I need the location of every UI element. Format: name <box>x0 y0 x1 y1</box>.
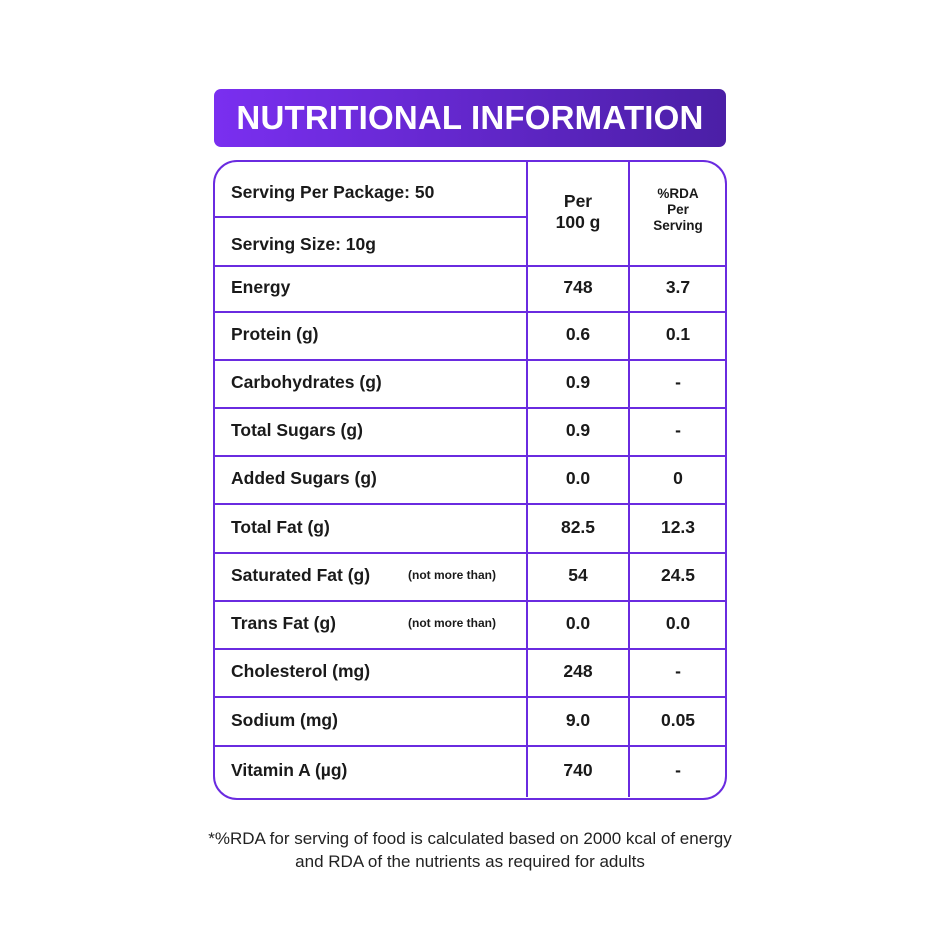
footnote-line-2: and RDA of the nutrients as required for adults <box>295 852 645 871</box>
header-rda <box>630 186 726 235</box>
value-rda: - <box>675 372 681 392</box>
serving-per-package: Serving Per Package: 50 <box>231 182 435 202</box>
row-divider <box>215 648 725 650</box>
header-rda-line1: %RDA <box>657 186 699 201</box>
value-per-100g: 748 <box>563 277 593 297</box>
value-per-100g: 0.9 <box>565 420 591 440</box>
footnote-line-1: *%RDA for serving of food is calculated based on 2000 kcal of energy <box>208 829 732 848</box>
nutrient-name: Energy <box>231 277 291 297</box>
value-per-100g: 54 <box>568 565 588 585</box>
value-rda: 0.1 <box>665 324 691 344</box>
value-rda: 0 <box>673 468 683 488</box>
value-per-100g: 0.0 <box>565 468 591 488</box>
row-divider <box>215 503 725 505</box>
nutrient-name: Vitamin A (µg) <box>231 760 348 780</box>
header-per-line: Per <box>563 191 593 211</box>
nutrient-name: Added Sugars (g) <box>231 468 377 488</box>
nutrient-name: Carbohydrates (g) <box>231 372 382 392</box>
row-divider <box>215 311 725 313</box>
header-100g-line: 100 g <box>555 212 601 232</box>
value-rda: 12.3 <box>660 516 696 537</box>
header-per-100g <box>528 191 628 233</box>
value-rda: - <box>675 420 681 440</box>
value-rda: - <box>675 661 681 681</box>
nutrient-note: (not more than) <box>408 616 496 630</box>
nutrient-name: Sodium (mg) <box>231 709 338 730</box>
nutrient-name: Trans Fat (g) <box>231 613 337 633</box>
value-rda: 24.5 <box>660 565 696 585</box>
value-rda: - <box>675 760 681 780</box>
row-divider <box>215 745 725 747</box>
title-banner <box>214 89 726 147</box>
nutrient-name: Cholesterol (mg) <box>231 661 371 681</box>
value-per-100g: 248 <box>563 661 593 681</box>
row-divider <box>215 552 725 554</box>
value-rda: 0.05 <box>660 709 696 730</box>
value-rda: 0.0 <box>665 613 691 633</box>
value-per-100g: 0.6 <box>565 324 591 344</box>
header-rda-line2: Per <box>667 202 689 218</box>
row-divider <box>215 455 725 457</box>
serving-divider <box>215 216 526 218</box>
value-per-100g: 82.5 <box>560 516 596 537</box>
nutrient-name: Saturated Fat (g) <box>231 565 371 585</box>
header-rda-line3: Serving <box>653 218 703 234</box>
row-divider <box>215 696 725 698</box>
row-divider <box>215 265 725 267</box>
value-per-100g: 0.0 <box>565 613 591 633</box>
row-divider <box>215 359 725 361</box>
nutrient-name: Protein (g) <box>231 324 319 344</box>
row-divider <box>215 407 725 409</box>
nutrient-note: (not more than) <box>408 568 496 582</box>
value-rda: 3.7 <box>665 277 691 297</box>
value-per-100g: 9.0 <box>565 709 591 730</box>
value-per-100g: 740 <box>563 760 593 780</box>
nutrient-name: Total Fat (g) <box>231 516 330 537</box>
page-title: NUTRITIONAL INFORMATION <box>236 99 704 136</box>
nutrient-name: Total Sugars (g) <box>231 420 363 440</box>
row-divider <box>215 600 725 602</box>
value-per-100g: 0.9 <box>565 372 591 392</box>
serving-size: Serving Size: 10g <box>231 234 376 254</box>
